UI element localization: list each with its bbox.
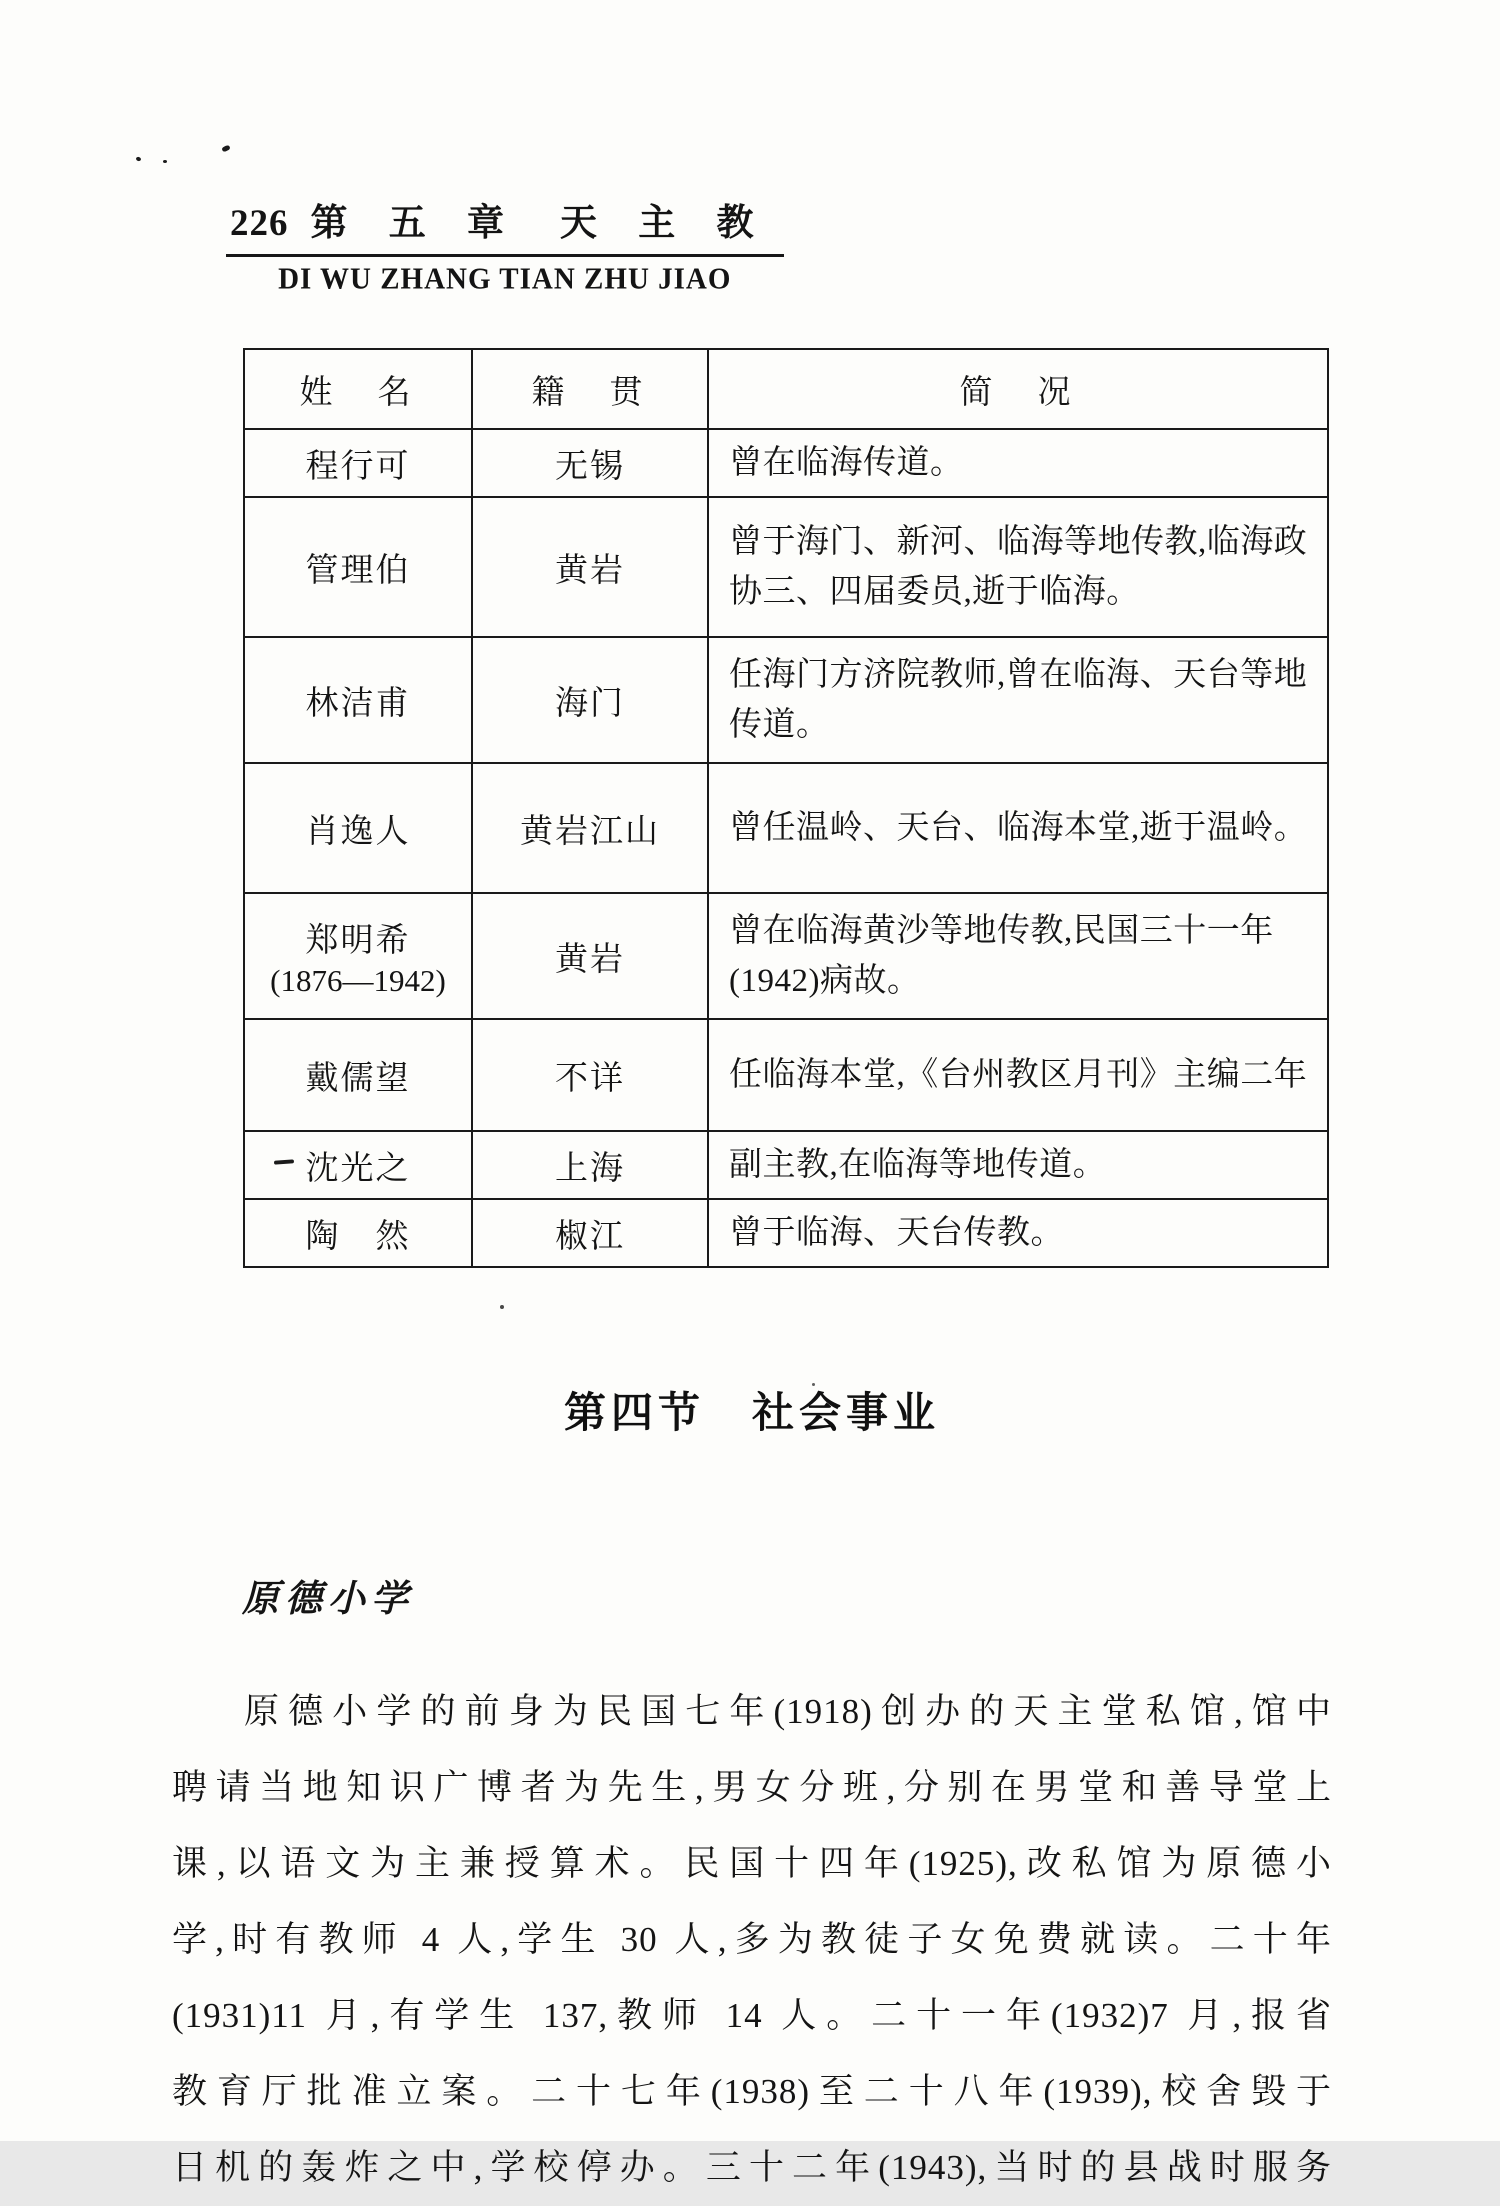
scan-speck-icon xyxy=(500,1305,504,1309)
person-brief: 曾于海门、新河、临海等地传教,临海政协三、四届委员,逝于临海。 xyxy=(708,497,1328,637)
table-row xyxy=(244,1019,1328,1131)
person-life-dates: (1876—1942) xyxy=(270,962,446,998)
paragraph-line: 教育厅批准立案。二十七年(1938)至二十八年(1939),校舍毁于 xyxy=(172,2072,1332,2111)
person-name: 沈光之 xyxy=(244,1131,472,1199)
person-brief: 任海门方济院教师,曾在临海、天台等地传道。 xyxy=(708,637,1328,763)
person-brief: 副主教,在临海等地传道。 xyxy=(708,1131,1328,1199)
text-block xyxy=(172,348,1332,2206)
body-paragraph xyxy=(172,1674,1332,2206)
scan-speck-icon xyxy=(163,160,167,163)
paragraph-line: 日机的轰炸之中,学校停办。三十二年(1943),当时的县战时服务 xyxy=(172,2148,1332,2187)
column-header-origin: 籍 贯 xyxy=(472,349,708,429)
person-brief: 曾任温岭、天台、临海本堂,逝于温岭。 xyxy=(708,763,1328,893)
scan-speck-icon xyxy=(812,1383,815,1386)
running-head xyxy=(226,192,784,296)
paragraph-line: 学,时有教师 4 人,学生 30 人,多为教徒子女免费就读。二十年 xyxy=(172,1920,1332,1959)
section-title: 第四节 社会事业 xyxy=(563,1389,940,1436)
table-row xyxy=(244,637,1328,763)
person-brief: 曾在临海传道。 xyxy=(708,429,1328,497)
column-header-name: 姓 名 xyxy=(244,349,472,429)
table-row xyxy=(244,893,1328,1019)
person-brief: 曾在临海黄沙等地传教,民国三十一年(1942)病故。 xyxy=(708,893,1328,1019)
person-origin: 无锡 xyxy=(472,429,708,497)
chapter-name: 天 主 教 xyxy=(560,203,770,244)
person-brief: 任临海本堂,《台州教区月刊》主编二年 xyxy=(708,1019,1328,1131)
subsection-title: 原德小学 xyxy=(242,1579,414,1620)
person-name xyxy=(244,893,472,1019)
table-row xyxy=(244,1199,1328,1267)
person-origin: 黄岩江山 xyxy=(472,763,708,893)
chapter-heading xyxy=(226,192,784,257)
person-name: 陶 然 xyxy=(244,1199,472,1267)
person-name: 程行可 xyxy=(244,429,472,497)
person-origin: 黄岩 xyxy=(472,497,708,637)
person-name-text: 郑明希 xyxy=(305,922,411,959)
table-row xyxy=(244,429,1328,497)
column-header-brief: 简 况 xyxy=(708,349,1328,429)
person-name: 林洁甫 xyxy=(244,637,472,763)
person-origin: 椒江 xyxy=(472,1199,708,1267)
scan-speck-icon xyxy=(221,145,230,153)
paragraph-line: 聘请当地知识广博者为先生,男女分班,分别在男堂和善导堂上 xyxy=(172,1768,1332,1807)
person-name: 肖逸人 xyxy=(244,763,472,893)
table-row xyxy=(244,1131,1328,1199)
scan-speck-icon xyxy=(135,156,141,161)
paragraph-line: 课,以语文为主兼授算术。民国十四年(1925),改私馆为原德小 xyxy=(172,1844,1332,1883)
table-row xyxy=(244,763,1328,893)
person-name: 管理伯 xyxy=(244,497,472,637)
person-name: 戴儒望 xyxy=(244,1019,472,1131)
chapter-label: 第 五 章 xyxy=(310,203,520,244)
table-header-row xyxy=(244,349,1328,429)
person-origin: 黄岩 xyxy=(472,893,708,1019)
person-brief: 曾于临海、天台传教。 xyxy=(708,1199,1328,1267)
clergy-roster-table xyxy=(243,348,1329,1268)
table-row xyxy=(244,497,1328,637)
page-number: 226 xyxy=(230,203,289,244)
chapter-pinyin: DI WU ZHANG TIAN ZHU JIAO xyxy=(278,262,732,296)
paragraph-line: (1931)11 月,有学生 137,教师 14 人。二十一年(1932)7 月,报省 xyxy=(172,1996,1332,2035)
person-origin: 不详 xyxy=(472,1019,708,1131)
person-origin: 海门 xyxy=(472,637,708,763)
paragraph-line: 原德小学的前身为民国七年(1918)创办的天主堂私馆,馆中 xyxy=(244,1692,1332,1731)
person-origin: 上海 xyxy=(472,1131,708,1199)
